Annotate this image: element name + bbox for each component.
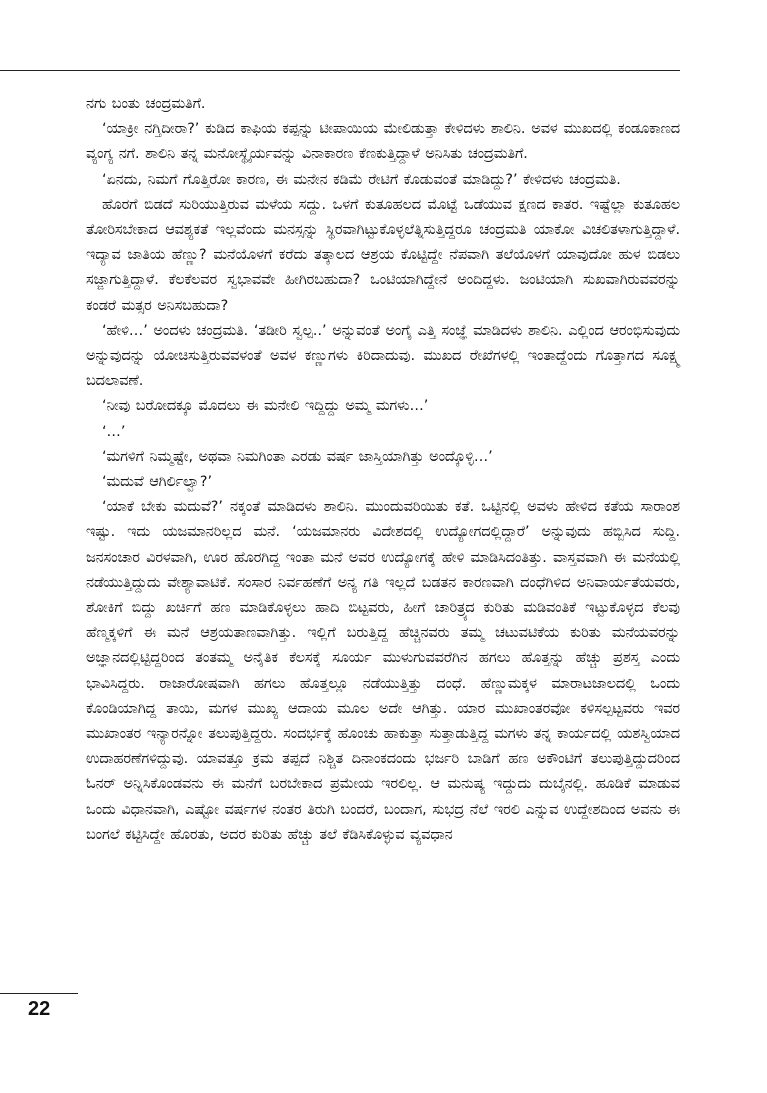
page-body xyxy=(86,92,680,848)
paragraph-8: ‘ಮಗಳಿಗೆ ನಿಮ್ಮಷ್ಟೇ, ಅಥವಾ ನಿಮಗಿಂತಾ ಎರಡು ವರ್ಷ ಜಾಸ್ತಿಯಾಗಿತ್ತು ಅಂದ್ಕೊಳ್ಳಿ…’ xyxy=(102,448,493,465)
top-rule xyxy=(0,70,680,71)
paragraph-9: ‘ಮದುವೆ ಆಗಿರ್ಲಿಲ್ವಾ?’ xyxy=(102,474,212,491)
page-number: 22 xyxy=(28,998,51,1020)
paragraph-7: ‘…’ xyxy=(102,423,126,440)
paragraph-4: ಹೊರಗೆ ಬಿಡದೆ ಸುರಿಯುತ್ತಿರುವ ಮಳೆಯ ಸದ್ದು. ಒಳಗೆ ಕುತೂಹಲದ ಮೊಟ್ಟೆ ಒಡೆಯುವ ಕ್ಷಣದ ಕಾತರ. ಇಷ್ಟೆಲ್ಲಾ ಕುತೂಹಲ ತೋರಿಸಬೇಕಾದ ಆವಶ್ಯಕತೆ ಇಲ್ಲವೆಂದು ಮನಸ್ಸನ್ನು ಸ್ಥಿರವಾಗಿಟ್ಟುಕೊಳ್ಳಲೆತ್ನಿಸುತ್ತಿದ್ದರೂ ಚಂದ್ರಮತಿ ಯಾಕೋ ವಿಚಲಿತಳಾಗುತ್ತಿದ್ದಾಳೆ. ಇದ್ಯಾವ ಜಾತಿಯ ಹೆಣ್ಣು? ಮನೆಯೊಳಗೆ ಕರೆದು ತತ್ಕಾಲದ ಆಶ್ರಯ ಕೊಟ್ಟಿದ್ದೇ ನೆಪವಾಗಿ ತಲೆಯೊಳಗೆ ಯಾವುದೋ ಹುಳ ಬಿಡಲು ಸಜ್ಜಾಗುತ್ತಿದ್ದಾಳೆ. ಕೆಲಕೆಲವರ ಸ್ವಭಾವವೇ ಹೀಗಿರಬಹುದಾ? ಒಂಟಿಯಾಗಿದ್ದೇನೆ ಅಂದಿದ್ದಳು. ಜಂಟಿಯಾಗಿ ಸುಖವಾಗಿರುವವರನ್ನು ಕಂಡರೆ ಮತ್ಸರ ಅನಿಸಬಹುದಾ? xyxy=(86,196,680,314)
paragraph-1: ನಗು ಬಂತು ಚಂದ್ರಮತಿಗೆ. xyxy=(86,96,206,112)
paragraph-6: ‘ನೀವು ಬರೋದಕ್ಕೂ ಮೊದಲು ಈ ಮನೇಲಿ ಇದ್ದಿದ್ದು ಅಮ್ಮ ಮಗಳು…’ xyxy=(102,398,429,415)
paragraph-3: ‘ಏನದು, ನಿಮಗೆ ಗೊತ್ತಿರೋ ಕಾರಣ, ಈ ಮನೇನ ಕಡಿಮೆ ರೇಟಿಗೆ ಕೊಡುವಂತೆ ಮಾಡಿದ್ದು?’ ಕೇಳಿದಳು ಚಂದ್ರಮತಿ. xyxy=(102,171,621,188)
footer-rule xyxy=(0,993,78,994)
paragraph-10: ‘ಯಾಕೆ ಬೇಕು ಮದುವೆ?’ ನಕ್ಕಂತೆ ಮಾಡಿದಳು ಶಾಲಿನಿ. ಮುಂದುವರಿಯಿತು ಕತೆ. ಒಟ್ಟಿನಲ್ಲಿ ಅವಳು ಹೇಳಿದ ಕತೆಯ ಸಾರಾಂಶ ಇಷ್ಟು. ಇದು ಯಜಮಾನರಿಲ್ಲದ ಮನೆ. ‘ಯಜಮಾನರು ವಿದೇಶದಲ್ಲಿ ಉದ್ಯೋಗದಲ್ಲಿದ್ದಾರೆ’ ಅನ್ನುವುದು ಹಬ್ಬಿಸಿದ ಸುದ್ದಿ. ಜನಸಂಚಾರ ವಿರಳವಾಗಿ, ಊರ ಹೊರಗಿದ್ದ ಇಂತಾ ಮನೆ ಅವರ ಉದ್ಯೋಗಕ್ಕೆ ಹೇಳಿ ಮಾಡಿಸಿದಂತಿತ್ತು. ವಾಸ್ತವವಾಗಿ ಈ ಮನೆಯಲ್ಲಿ ನಡೆಯುತ್ತಿದ್ದುದು ವೇಶ್ಯಾವಾಟಿಕೆ. ಸಂಸಾರ ನಿರ್ವಹಣೆಗೆ ಅನ್ಯ ಗತಿ ಇಲ್ಲದೆ ಬಡತನ ಕಾರಣವಾಗಿ ದಂಧೆಗಿಳಿದ ಅನಿವಾರ್ಯತೆಯವರು, ಶೋಕಿಗೆ ಬಿದ್ದು ಖರ್ಚಿಗೆ ಹಣ ಮಾಡಿಕೊಳ್ಳಲು ಹಾದಿ ಬಿಟ್ಟವರು, ಹೀಗೆ ಚಾರಿತ್ರ್ಯದ ಕುರಿತು ಮಡಿವಂತಿಕೆ ಇಟ್ಟುಕೊಳ್ಳದ ಕೆಲವು ಹೆಣ್ಮಕ್ಕಳಿಗೆ ಈ ಮನೆ ಆಶ್ರಯತಾಣವಾಗಿತ್ತು. ಇಲ್ಲಿಗೆ ಬರುತ್ತಿದ್ದ ಹೆಚ್ಚಿನವರು ತಮ್ಮ ಚಟುವಟಿಕೆಯ ಕುರಿತು ಮನೆಯವರನ್ನು ಅಜ್ಞಾನದಲ್ಲಿಟ್ಟಿದ್ದರಿಂದ ತಂತಮ್ಮ ಅನೈತಿಕ ಕೆಲಸಕ್ಕೆ ಸೂರ್ಯ ಮುಳುಗುವವರೆಗಿನ ಹಗಲು ಹೊತ್ತನ್ನು ಹೆಚ್ಚು ಪ್ರಶಸ್ತ ಎಂದು ಭಾವಿಸಿದ್ದರು. ರಾಜಾರೋಷವಾಗಿ ಹಗಲು ಹೊತ್ತಲ್ಲೂ ನಡೆಯುತ್ತಿತ್ತು ದಂಧೆ. ಹೆಣ್ಣುಮಕ್ಕಳ ಮಾರಾಟಜಾಲದಲ್ಲಿ ಒಂದು ಕೊಂಡಿಯಾಗಿದ್ದ ತಾಯಿ, ಮಗಳ ಮುಖ್ಯ ಆದಾಯ ಮೂಲ ಅದೇ ಆಗಿತ್ತು. ಯಾರ ಮುಖಾಂತರವೋ ಕಳಿಸಲ್ಪಟ್ಟವರು ಇವರ ಮುಖಾಂತರ ಇನ್ಯಾರನ್ನೋ ತಲುಪುತ್ತಿದ್ದರು. ಸಂದರ್ಭಕ್ಕೆ ಹೊಂಚು ಹಾಕುತ್ತಾ ಸುತ್ತಾಡುತ್ತಿದ್ದ ಮಗಳು ತನ್ನ ಕಾರ್ಯದಲ್ಲಿ ಯಶಸ್ವಿಯಾದ ಉದಾಹರಣೆಗಳಿದ್ದುವು. ಯಾವತ್ತೂ ಕ್ರಮ ತಪ್ಪದೆ ನಿಶ್ಚಿತ ದಿನಾಂಕದಂದು ಭರ್ಜರಿ ಬಾಡಿಗೆ ಹಣ ಅಕೌಂಟಿಗೆ ತಲುಪುತ್ತಿದ್ದುದರಿಂದ ಓನರ್ ಅನ್ನಿಸಿಕೊಂಡವನು ಈ ಮನೆಗೆ ಬರಬೇಕಾದ ಪ್ರಮೇಯ ಇರಲಿಲ್ಲ. ಆ ಮನುಷ್ಯ ಇದ್ದುದು ದುಬೈನಲ್ಲಿ. ಹೂಡಿಕೆ ಮಾಡುವ ಒಂದು ವಿಧಾನವಾಗಿ, ಎಷ್ಟೋ ವರ್ಷಗಳ ನಂತರ ತಿರುಗಿ ಬಂದರೆ, ಬಂದಾಗ, ಸುಭದ್ರ ನೆಲೆ ಇರಲಿ ಎನ್ನುವ ಉದ್ದೇಶದಿಂದ ಅವನು ಈ ಬಂಗಲೆ ಕಟ್ಟಿಸಿದ್ದೇ ಹೊರತು, ಅದರ ಕುರಿತು ಹೆಚ್ಚು ತಲೆ ಕೆಡಿಸಿಕೊಳ್ಳುವ ವ್ಯವಧಾನ xyxy=(86,499,680,843)
paragraph-5: ‘ಹೇಳಿ…’ ಅಂದಳು ಚಂದ್ರಮತಿ. ‘ತಡೀರಿ ಸ್ವಲ್ಪ..’ ಅನ್ನುವಂತೆ ಅಂಗೈ ಎತ್ತಿ ಸಂಜ್ಞೆ ಮಾಡಿದಳು ಶಾಲಿನಿ. ಎಲ್ಲಿಂದ ಆರಂಭಿಸುವುದು ಅನ್ನುವುದನ್ನು ಯೋಚಿಸುತ್ತಿರುವವಳಂತೆ ಅವಳ ಕಣ್ಣುಗಳು ಕಿರಿದಾದುವು. ಮುಖದ ರೇಖೆಗಳಲ್ಲಿ ಇಂತಾದ್ದೆಂದು ಗೊತ್ತಾಗದ ಸೂಕ್ಷ್ಮ ಬದಲಾವಣೆ. xyxy=(86,322,680,390)
paragraph-2: ‘ಯಾಕ್ರೀ ನಗ್ತಿದೀರಾ?’ ಕುಡಿದ ಕಾಫಿಯ ಕಪ್ಪನ್ನು ಟೀಪಾಯಿಯ ಮೇಲಿಡುತ್ತಾ ಕೇಳಿದಳು ಶಾಲಿನಿ. ಅವಳ ಮುಖದಲ್ಲಿ ಕಂಡೂಕಾಣದ ವ್ಯಂಗ್ಯ ನಗೆ. ಶಾಲಿನಿ ತನ್ನ ಮನೋಸ್ಥೈರ್ಯವನ್ನು ವಿನಾಕಾರಣ ಕೆಣಕುತ್ತಿದ್ದಾಳೆ ಅನಿಸಿತು ಚಂದ್ರಮತಿಗೆ. xyxy=(86,121,680,163)
